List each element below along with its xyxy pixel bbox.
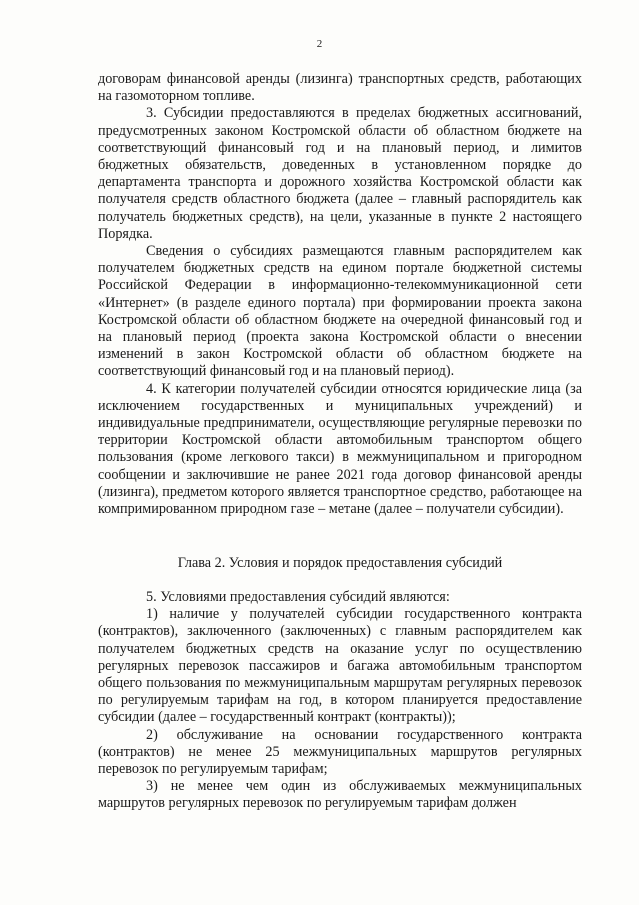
paragraph: 2) обслуживание на основании государственного контракта (контрактов) не менее 25 межмуниципальных маршрутов регулярных перевозок по регулируемым тарифам; — [98, 726, 582, 778]
paragraph: договорам финансовой аренды (лизинга) транспортных средств, работающих на газомоторном топливе. — [98, 71, 582, 105]
paragraph: 5. Условиями предоставления субсидий являются: — [146, 589, 450, 605]
paragraph: 1) наличие у получателей субсидии государственного контракта (контрактов), заключенного (заключенных) с главным распорядителем как получателем бюджетных средств на оказание услуг по осуществлению регулярных перевозок пассажиров и багажа автомобильным транспортом общего пользования по межмуниципальным маршрутам регулярных перевозок по регулируемым тарифам на год, в котором планируется предоставление субсидии (далее – государственный контракт (контракты)); — [98, 606, 582, 726]
paragraph: 3. Субсидии предоставляются в пределах бюджетных ассигнований, предусмотренных законом Костромской области об областном бюджете на соответствующий финансовый год и на плановый период, и лимитов бюджетных обязательств, доведенных в установленном порядке до департамента транспорта и дорожного хозяйства Костромской области как получателя средств областного бюджета (далее – главный распорядитель как получатель бюджетных средств), на цели, указанные в пункте 2 настоящего Порядка. — [98, 105, 582, 242]
body-text-top — [98, 71, 582, 518]
chapter-heading: Глава 2. Условия и порядок предоставления субсидий — [177, 555, 503, 571]
paragraph: Сведения о субсидиях размещаются главным распорядителем как получателем бюджетных средств на едином портале бюджетной системы Российской Федерации в информационно-телекоммуникационной сети «Интернет» (в разделе единого портала) при формировании проекта закона Костромской области об областном бюджете на очередной финансовый год и на плановый период (проекта закона Костромской области о внесении изменений в закон Костромской области об областном бюджете на соответствующий финансовый год и на плановый период). — [98, 243, 582, 380]
paragraph: 3) не менее чем один из обслуживаемых межмуниципальных маршрутов регулярных перевозок по регулируемым тарифам должен — [98, 778, 582, 812]
paragraph: 4. К категории получателей субсидии относятся юридические лица (за исключением государственных и муниципальных учреждений) и индивидуальные предприниматели, осуществляющие регулярные перевозки по территории Костромской области автомобильным транспортом общего пользования (кроме легкового такси) в межмуниципальном и пригородном сообщении и заключившие не ранее 2021 года договор финансовой аренды (лизинга), предметом которого является транспортное средство, работающее на компримированном природном газе – метане (далее – получатели субсидии). — [98, 380, 582, 518]
body-text-bottom — [98, 589, 582, 813]
page-number: 2 — [316, 38, 323, 50]
